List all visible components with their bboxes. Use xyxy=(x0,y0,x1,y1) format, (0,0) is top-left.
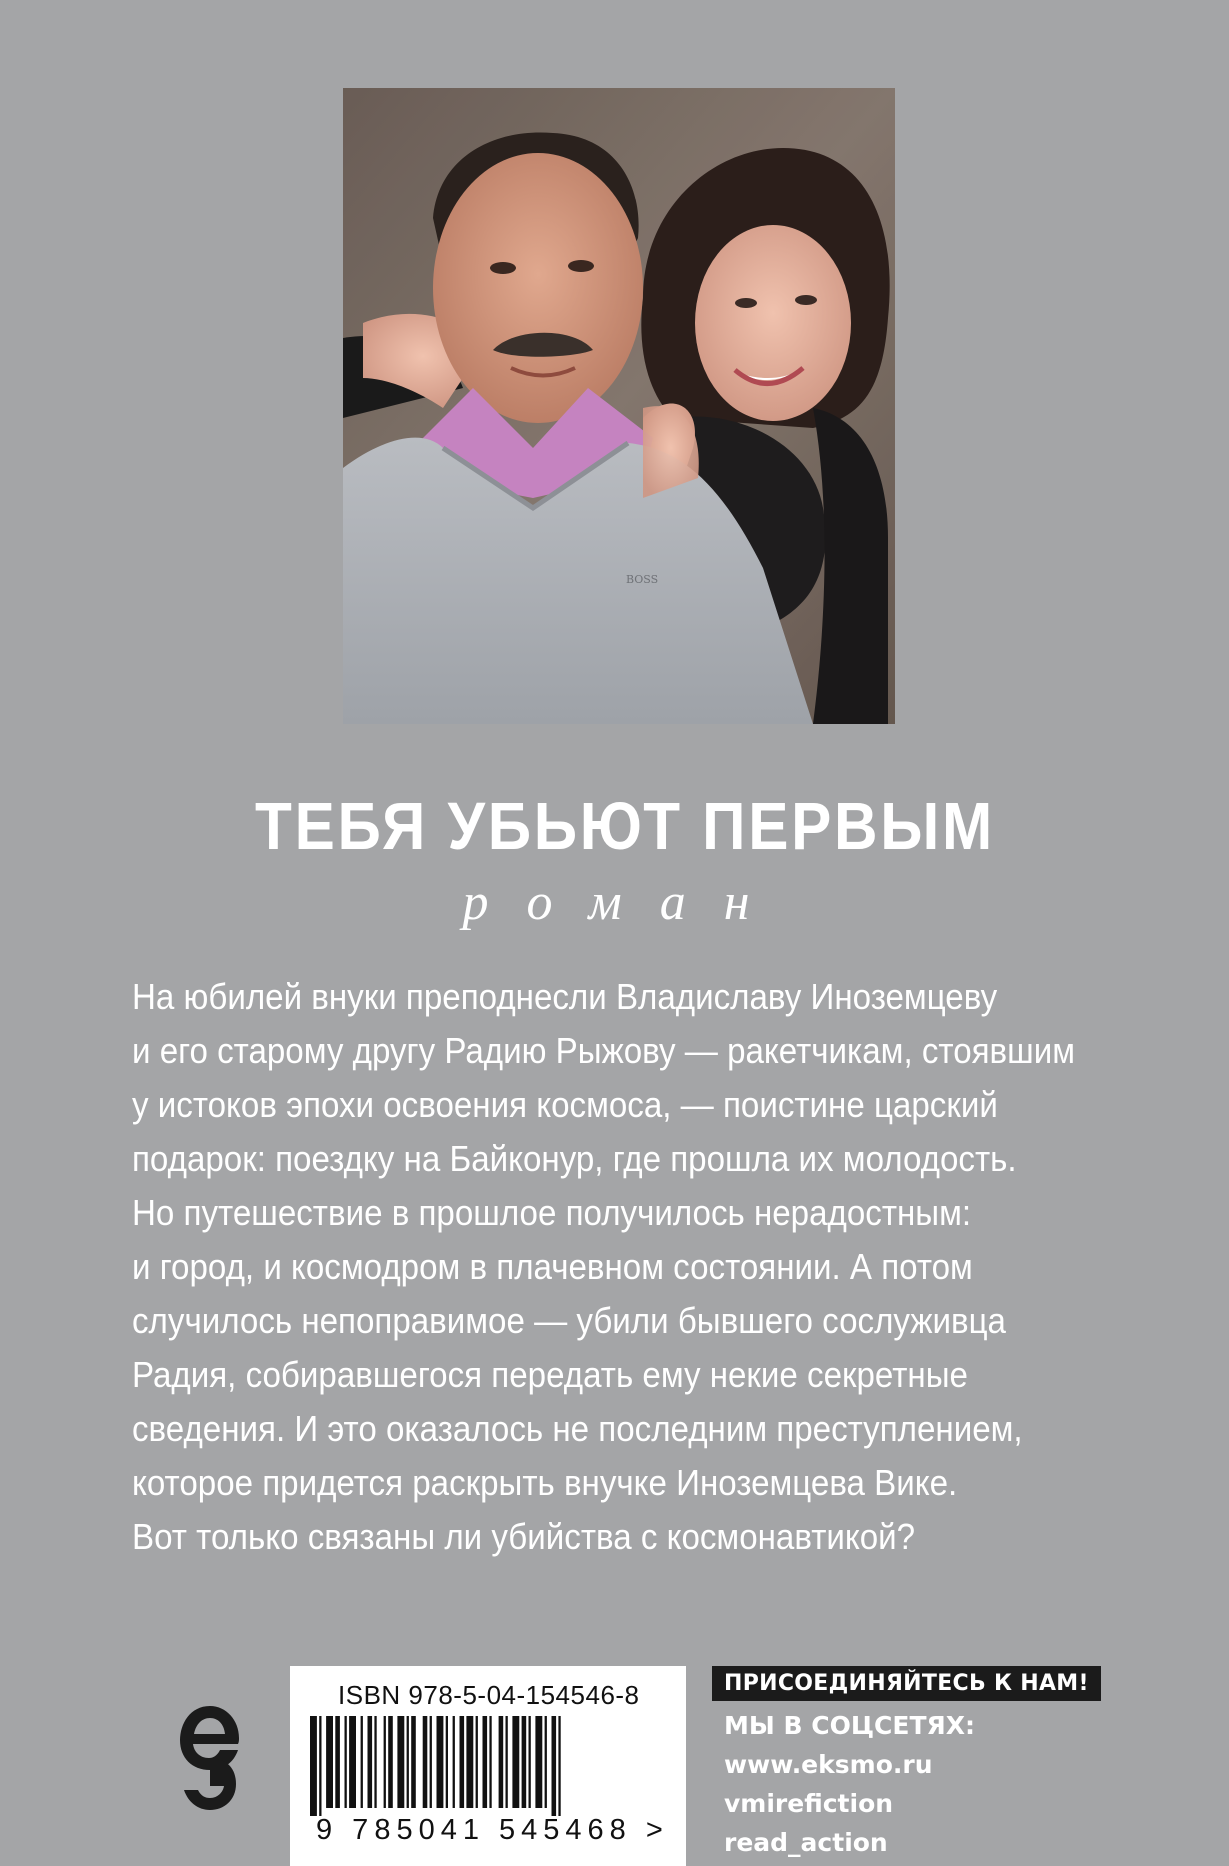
barcode-bar xyxy=(368,1716,373,1808)
blurb-line: и его старому другу Радию Рыжову — ракетчикам, стоявшим xyxy=(132,1030,1075,1071)
barcode-bar xyxy=(388,1716,393,1808)
barcode-bar xyxy=(407,1716,409,1808)
social-heading: МЫ В СОЦСЕТЯХ: xyxy=(724,1711,976,1740)
barcode-bar xyxy=(506,1716,508,1808)
barcode-panel xyxy=(290,1666,686,1866)
blurb-line: Но путешествие в прошлое получилось нерадостным: xyxy=(132,1192,972,1233)
barcode-bar xyxy=(437,1716,444,1808)
barcode-bar xyxy=(466,1716,473,1808)
barcode-bar xyxy=(397,1716,404,1808)
barcode-digits: 9 785041 545468 > xyxy=(316,1814,669,1846)
barcode-bar xyxy=(335,1716,340,1808)
barcode-bar xyxy=(384,1716,386,1808)
barcode-bar xyxy=(552,1716,557,1816)
blurb-line: которое придется раскрыть внучке Иноземцева Вике. xyxy=(132,1462,958,1503)
join-badge: ПРИСОЕДИНЯЙТЕСЬ К НАМ! xyxy=(712,1666,1101,1701)
book-blurb xyxy=(132,970,1075,1564)
barcode-bar xyxy=(374,1716,376,1808)
barcode-bar xyxy=(310,1716,317,1816)
isbn-label: ISBN 978-5-04-154546-8 xyxy=(338,1680,640,1710)
barcode-bar xyxy=(411,1716,416,1808)
barcode-bar xyxy=(453,1716,455,1808)
barcode-bar xyxy=(361,1716,363,1808)
barcode-bar xyxy=(522,1716,527,1808)
svg-text:BOSS: BOSS xyxy=(626,573,659,586)
barcode-bar xyxy=(345,1716,347,1808)
barcode-icon xyxy=(308,1716,668,1816)
barcode-bar xyxy=(489,1716,491,1808)
barcode-bar xyxy=(529,1716,531,1808)
social-link-site[interactable]: www.eksmo.ru xyxy=(724,1750,933,1779)
blurb-line: сведения. И это оказалось не последним преступлением, xyxy=(132,1408,1023,1449)
blurb-line: случилось непоправимое — убили бывшего сослуживца xyxy=(132,1300,1006,1341)
barcode-bar xyxy=(430,1716,432,1808)
barcode-bar xyxy=(499,1716,504,1808)
blurb-line: и город, и космодром в плачевном состоянии. А потом xyxy=(132,1246,973,1287)
blurb-line: подарок: поездку на Байконур, где прошла их молодость. xyxy=(132,1138,1017,1179)
barcode-bar xyxy=(512,1716,519,1808)
barcode-bar xyxy=(326,1716,333,1808)
book-title: ТЕБЯ УБЬЮТ ПЕРВЫМ xyxy=(255,789,995,864)
social-block xyxy=(712,1666,1132,1857)
barcode-bar xyxy=(545,1716,547,1808)
book-genre: роман xyxy=(462,874,788,931)
blurb-line: Вот только связаны ли убийства с космонавтикой? xyxy=(132,1516,916,1557)
barcode-bar xyxy=(535,1716,542,1808)
social-link-vmirefiction[interactable]: vmirefiction xyxy=(724,1789,894,1818)
social-link-read-action[interactable]: read_action xyxy=(724,1828,888,1857)
blurb-line: у истоков эпохи освоения космоса, — поистине царский xyxy=(132,1084,998,1125)
eksmo-logo-icon xyxy=(176,1700,244,1812)
blurb-line: Радия, собиравшегося передать ему некие секретные xyxy=(132,1354,968,1395)
barcode-bar xyxy=(423,1716,428,1808)
blurb-line: На юбилей внуки преподнесли Владиславу Иноземцеву xyxy=(132,976,998,1017)
barcode-bar xyxy=(476,1716,478,1808)
barcode-bar xyxy=(558,1716,560,1816)
barcode-bar xyxy=(319,1716,321,1816)
barcode-bar xyxy=(483,1716,488,1808)
barcode-bar xyxy=(460,1716,465,1808)
author-photo xyxy=(343,88,895,724)
barcode-bar xyxy=(446,1716,448,1808)
barcode-bar xyxy=(349,1716,356,1808)
